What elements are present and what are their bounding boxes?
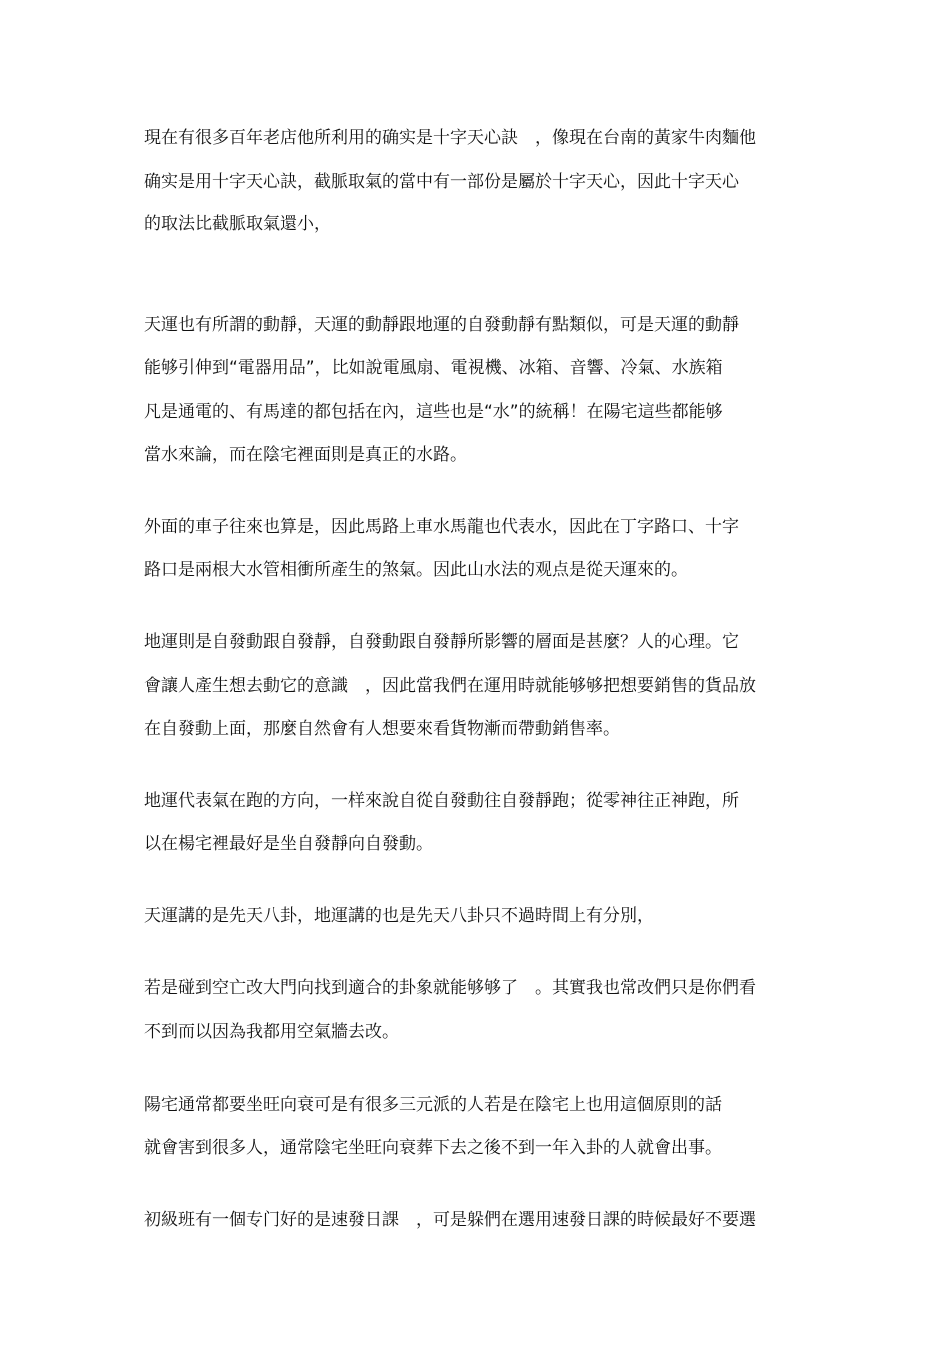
text-line: 不到而以因為我都用空氣牆去改。 [144, 1022, 399, 1042]
text-line: 當水來論，而在陰宅裡面則是真正的水路。 [144, 445, 467, 465]
text-line: 路口是兩根大水管相衝所產生的煞氣。因此山水法的观点是從天運來的。 [144, 560, 688, 580]
text-line: 地運代表氣在跑的方向，一样來說自從自發動往自發靜跑；從零神往正神跑，所 [144, 791, 739, 811]
text-line: 地運則是自發動跟自發靜，自發動跟自發靜所影響的層面是甚麼？人的心理。它 [144, 632, 739, 652]
text-line: 若是碰到空亡改大門向找到適合的卦象就能够够了 。其實我也常改們只是你們看 [144, 978, 756, 998]
text-line: 現在有很多百年老店他所利用的确实是十字天心訣 ，像現在台南的黃家牛肉麵他 [144, 128, 756, 148]
text-line: 凡是通電的、有馬達的都包括在內，這些也是“水”的統稱！在陽宅這些都能够 [144, 402, 723, 422]
text-line: 确实是用十字天心訣，截脈取氣的當中有一部份是屬於十字天心，因此十字天心 [144, 172, 739, 192]
text-line: 天運也有所謂的動靜，天運的動靜跟地運的自發動靜有點類似，可是天運的動靜 [144, 315, 739, 335]
text-line: 以在楊宅裡最好是坐自發靜向自發動。 [144, 834, 433, 854]
text-line: 初級班有一個专门好的是速發日課 ，可是躲們在選用速發日課的時候最好不要選 [144, 1210, 756, 1230]
text-line: 的取法比截脈取氣還小， [144, 214, 331, 234]
text-line: 陽宅通常都要坐旺向衰可是有很多三元派的人若是在陰宅上也用這個原則的話 [144, 1095, 722, 1115]
text-line: 外面的車子往來也算是，因此馬路上車水馬龍也代表水，因此在丁字路口、十字 [144, 517, 739, 537]
text-line: 就會害到很多人，通常陰宅坐旺向衰葬下去之後不到一年入卦的人就會出事。 [144, 1138, 722, 1158]
text-line: 天運講的是先天八卦，地運講的也是先天八卦只不過時間上有分別， [144, 906, 654, 926]
text-line: 會讓人產生想去動它的意識 ，因此當我們在運用時就能够够把想要銷售的貨品放 [144, 676, 756, 696]
text-line: 能够引伸到“電器用品”，比如說電風扇、電視機、冰箱、音響、冷氣、水族箱 [144, 358, 723, 378]
text-line: 在自發動上面，那麼自然會有人想要來看貨物漸而帶動銷售率。 [144, 719, 620, 739]
